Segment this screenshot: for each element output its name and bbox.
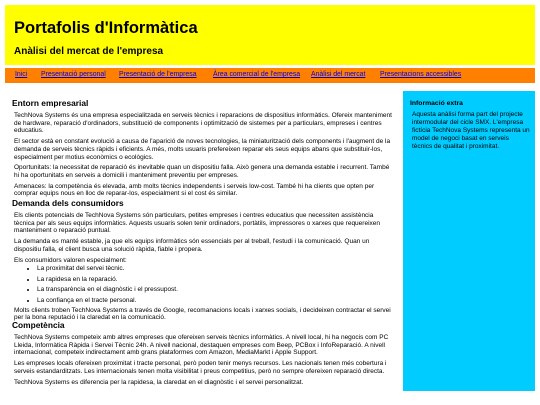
nav-link-inici[interactable]: Inici bbox=[15, 71, 28, 78]
nav-link-presentacio-empresa[interactable]: Presentació de l'empresa bbox=[119, 71, 197, 78]
extra-info-sidebar bbox=[403, 91, 535, 391]
consumer-values-list bbox=[12, 264, 394, 306]
site-header bbox=[5, 5, 535, 65]
section-paragraph: Les empreses locals ofereixen proximitat i tracte personal, però poden tenir menys recursos. Les nacionals tenen més cobertura i serveis estandarditzats. Les internacionals tenen molta visibilitat i preus competitius, però no sempre ofereixen reparació directa. bbox=[14, 360, 387, 375]
section-paragraph: TechNova Systems es diferencia per la rapidesa, la claredat en el diagnòstic i el servei personalitzat. bbox=[14, 378, 304, 386]
sidebar-title: Informació extra bbox=[410, 100, 463, 107]
section-paragraph: El sector està en constant evolució a causa de l'aparició de noves tecnologies, la miniaturització dels components i l'augment de la demanda de serveis tècnics ràpids i eficients. A més, molts usuaris prefereixen reparar els seus equips abans que substituir-los, especialment per motius econòmics o ecològics. bbox=[14, 138, 391, 161]
main-navigation bbox=[5, 68, 535, 83]
section-paragraph: Oportunitats: la necessitat de reparació és inevitable quan un dispositiu falla. Això genera una demanda estable i recurrent. També hi ha oportunitats en serveis a domicili i manteniment preventiu per empreses. bbox=[14, 164, 390, 179]
section-heading: Demanda dels consumidors bbox=[12, 198, 124, 208]
list-item: • La rapidesa en la reparació. bbox=[37, 275, 394, 286]
nav-link-analisi-mercat[interactable]: Anàlisi del mercat bbox=[311, 71, 366, 78]
section-entorn-empresarial bbox=[12, 98, 394, 198]
section-demanda-consumidors bbox=[12, 198, 394, 322]
section-paragraph: La demanda es manté estable, ja que els equips informàtics són essencials per al treball, l'estudi i la comunicació. Quan un dispositiu falla, el client busca una solució ràpida, fiable i propera. bbox=[14, 238, 370, 253]
section-competencia bbox=[12, 320, 394, 386]
section-paragraph: Amenaces: la competència és elevada, amb molts tècnics independents i serveis low-cost. També hi ha clients que opten per comprar equips nous en lloc de reparar-los, especialment si el cost és similar. bbox=[14, 182, 375, 198]
section-paragraph: TechNova Systems competeix amb altres empreses que ofereixen serveis tècnics informàtics. A nivell local, hi ha negocis com PC Lleida, Informàtica Ràpida i Servei Tècnic 24h. A nivell nacional, destaquen empreses com Beep, PCBox i InfoReparació. A nivell internacional, competeix indirectament amb grans plataformes com Amazon, MediaMarkt i Apple Support. bbox=[14, 334, 389, 357]
section-paragraph: Els consumidors valoren especialment: bbox=[14, 256, 127, 264]
sidebar-text: Aquesta anàlisi forma part del projecte intermodular del cicle SMX. L'empresa fictícia TechNova Systems representa un model de negoci basat en serveis tècnics de qualitat i proximitat. bbox=[412, 111, 530, 150]
section-heading: Competència bbox=[12, 320, 65, 330]
section-paragraph: TechNova Systems és una empresa especialitzada en serveis tècnics i reparacions de dispositius informàtics. Ofereix manteniment de hardware, reparació d'ordinadors, substitució de components i optimització de sistemes per a particulars, empreses i centres educatius. bbox=[14, 112, 392, 135]
list-item: • La confiança en el tracte personal. bbox=[37, 296, 394, 307]
nav-link-area-comercial[interactable]: Àrea comercial de l'empresa bbox=[213, 71, 301, 78]
site-subtitle: Anàlisi del mercat de l'empresa bbox=[14, 46, 164, 57]
nav-link-presentacions-accessibles[interactable]: Presentacions accessibles bbox=[380, 71, 462, 78]
list-item: • La proximitat del servei tècnic. bbox=[37, 264, 394, 275]
section-paragraph: Molts clients troben TechNova Systems a través de Google, recomanacions locals i xarxes socials, i decideixen contractar el servei per la bona reputació i la claredat en la comunicació. bbox=[14, 306, 391, 322]
site-title: Portafolis d'Informàtica bbox=[14, 19, 198, 37]
section-heading: Entorn empresarial bbox=[12, 98, 89, 108]
section-paragraph: Els clients potencials de TechNova Systems són particulars, petites empreses i centres educatius que necessiten assistència tècnica per als seus equips informàtics. Aquests usuaris solen tenir ordinadors, portàtils, impressores o xarxes que requereixen manteniment o reparació puntual. bbox=[14, 212, 380, 235]
list-item: • La transparència en el diagnòstic i el pressupost. bbox=[37, 285, 394, 296]
nav-link-presentacio-personal[interactable]: Presentació personal bbox=[41, 71, 106, 78]
